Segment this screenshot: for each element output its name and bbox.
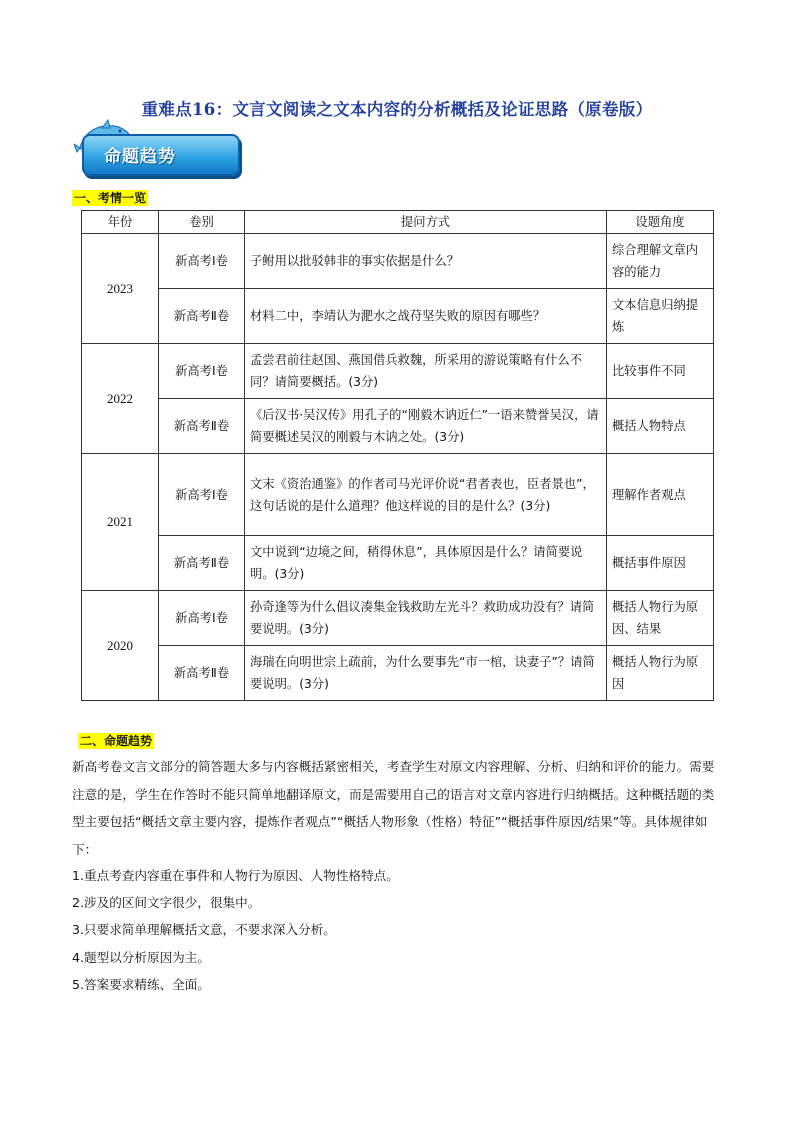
table-row: [82, 234, 714, 289]
paper-cell: 新高考Ⅰ卷: [159, 344, 245, 399]
table-row: [82, 289, 714, 344]
angle-cell: 概括事件原因: [607, 536, 714, 591]
angle-cell: 理解作者观点: [607, 454, 714, 536]
question-cell: 材料二中，李靖认为淝水之战苻坚失败的原因有哪些？: [245, 289, 607, 344]
header-question: 提问方式: [245, 211, 607, 234]
question-cell: 文中说到“边境之间，稍得休息”，具体原因是什么？请简要说明。(3分): [245, 536, 607, 591]
paper-cell: 新高考Ⅱ卷: [159, 399, 245, 454]
list-item: 3.只要求简单理解概括文意，不要求深入分析。: [72, 922, 336, 938]
year-cell: 2023: [82, 234, 159, 344]
angle-cell: 概括人物特点: [607, 399, 714, 454]
year-cell: 2020: [82, 591, 159, 701]
list-item: 4.题型以分析原因为主。: [72, 949, 210, 965]
table-header-row: [82, 211, 714, 234]
trend-paragraph: 新高考卷文言文部分的简答题大多与内容概括紧密相关，考查学生对原文内容理解、分析、归纳和评价的能力。需要注意的是，学生在作答时不能只简单地翻译原文，而是需要用自己的语言对文章内容进行归纳概括。这种概括题的类型主要包括“概括文章主要内容，提炼作者观点”“概括人物形象（性格）特征”“概括事件原因/结果”等。具体规律如下：: [72, 759, 715, 857]
header-year: 年份: [82, 211, 159, 234]
exam-table: [81, 210, 714, 701]
trend-paragraph-block: [72, 753, 722, 863]
list-item: 2.涉及的区间文字很少，很集中。: [72, 895, 261, 911]
header-paper: 卷别: [159, 211, 245, 234]
paper-cell: 新高考Ⅱ卷: [159, 289, 245, 344]
angle-cell: 综合理解文章内容的能力: [607, 234, 714, 289]
section-banner: [74, 118, 244, 184]
page-title: 重难点16：文言文阅读之文本内容的分析概括及论证思路（原卷版）: [141, 100, 653, 119]
question-cell: 文末《资治通鉴》的作者司马光评价说“君者表也，臣者景也”，这句话说的是什么道理？他这样说的目的是什么？(3分): [245, 454, 607, 536]
table-row: [82, 344, 714, 399]
paper-cell: 新高考Ⅰ卷: [159, 591, 245, 646]
angle-cell: 概括人物行为原因: [607, 646, 714, 701]
list-item: 1.重点考查内容重在事件和人物行为原因、人物性格特点。: [72, 868, 399, 883]
question-cell: 海瑞在向明世宗上疏前，为什么要事先“市一棺，诀妻子”？请简要说明。(3分): [245, 646, 607, 701]
table-row: [82, 454, 714, 536]
table-row: [82, 399, 714, 454]
table-row: [82, 591, 714, 646]
question-cell: 《后汉书·吴汉传》用孔子的“刚毅木讷近仁”一语来赞誉吴汉，请简要概述吴汉的刚毅与木讷之处。(3分): [245, 399, 607, 454]
paper-cell: 新高考Ⅰ卷: [159, 454, 245, 536]
table-row: [82, 646, 714, 701]
paper-cell: 新高考Ⅱ卷: [159, 646, 245, 701]
angle-cell: 文本信息归纳提炼: [607, 289, 714, 344]
section-heading-trend: 二、命题趋势: [80, 734, 153, 748]
paper-cell: 新高考Ⅰ卷: [159, 234, 245, 289]
paper-cell: 新高考Ⅱ卷: [159, 536, 245, 591]
year-cell: 2021: [82, 454, 159, 591]
rule-list: [72, 862, 399, 998]
question-cell: 孟尝君前往赵国、燕国借兵救魏，所采用的游说策略有什么不同？请简要概括。(3分): [245, 344, 607, 399]
question-cell: 子鲋用以批驳韩非的事实依据是什么？: [245, 234, 607, 289]
angle-cell: 概括人物行为原因、结果: [607, 591, 714, 646]
list-item: 5.答案要求精练、全面。: [72, 976, 210, 992]
banner-label: 命题趋势: [104, 147, 176, 167]
header-angle: 设题角度: [607, 211, 714, 234]
section-heading-overview: 一、考情一览: [74, 191, 147, 205]
angle-cell: 比较事件不同: [607, 344, 714, 399]
question-cell: 孙奇逢等为什么倡议凑集金钱救助左光斗？救助成功没有？请简要说明。(3分): [245, 591, 607, 646]
year-cell: 2022: [82, 344, 159, 454]
table-row: [82, 536, 714, 591]
